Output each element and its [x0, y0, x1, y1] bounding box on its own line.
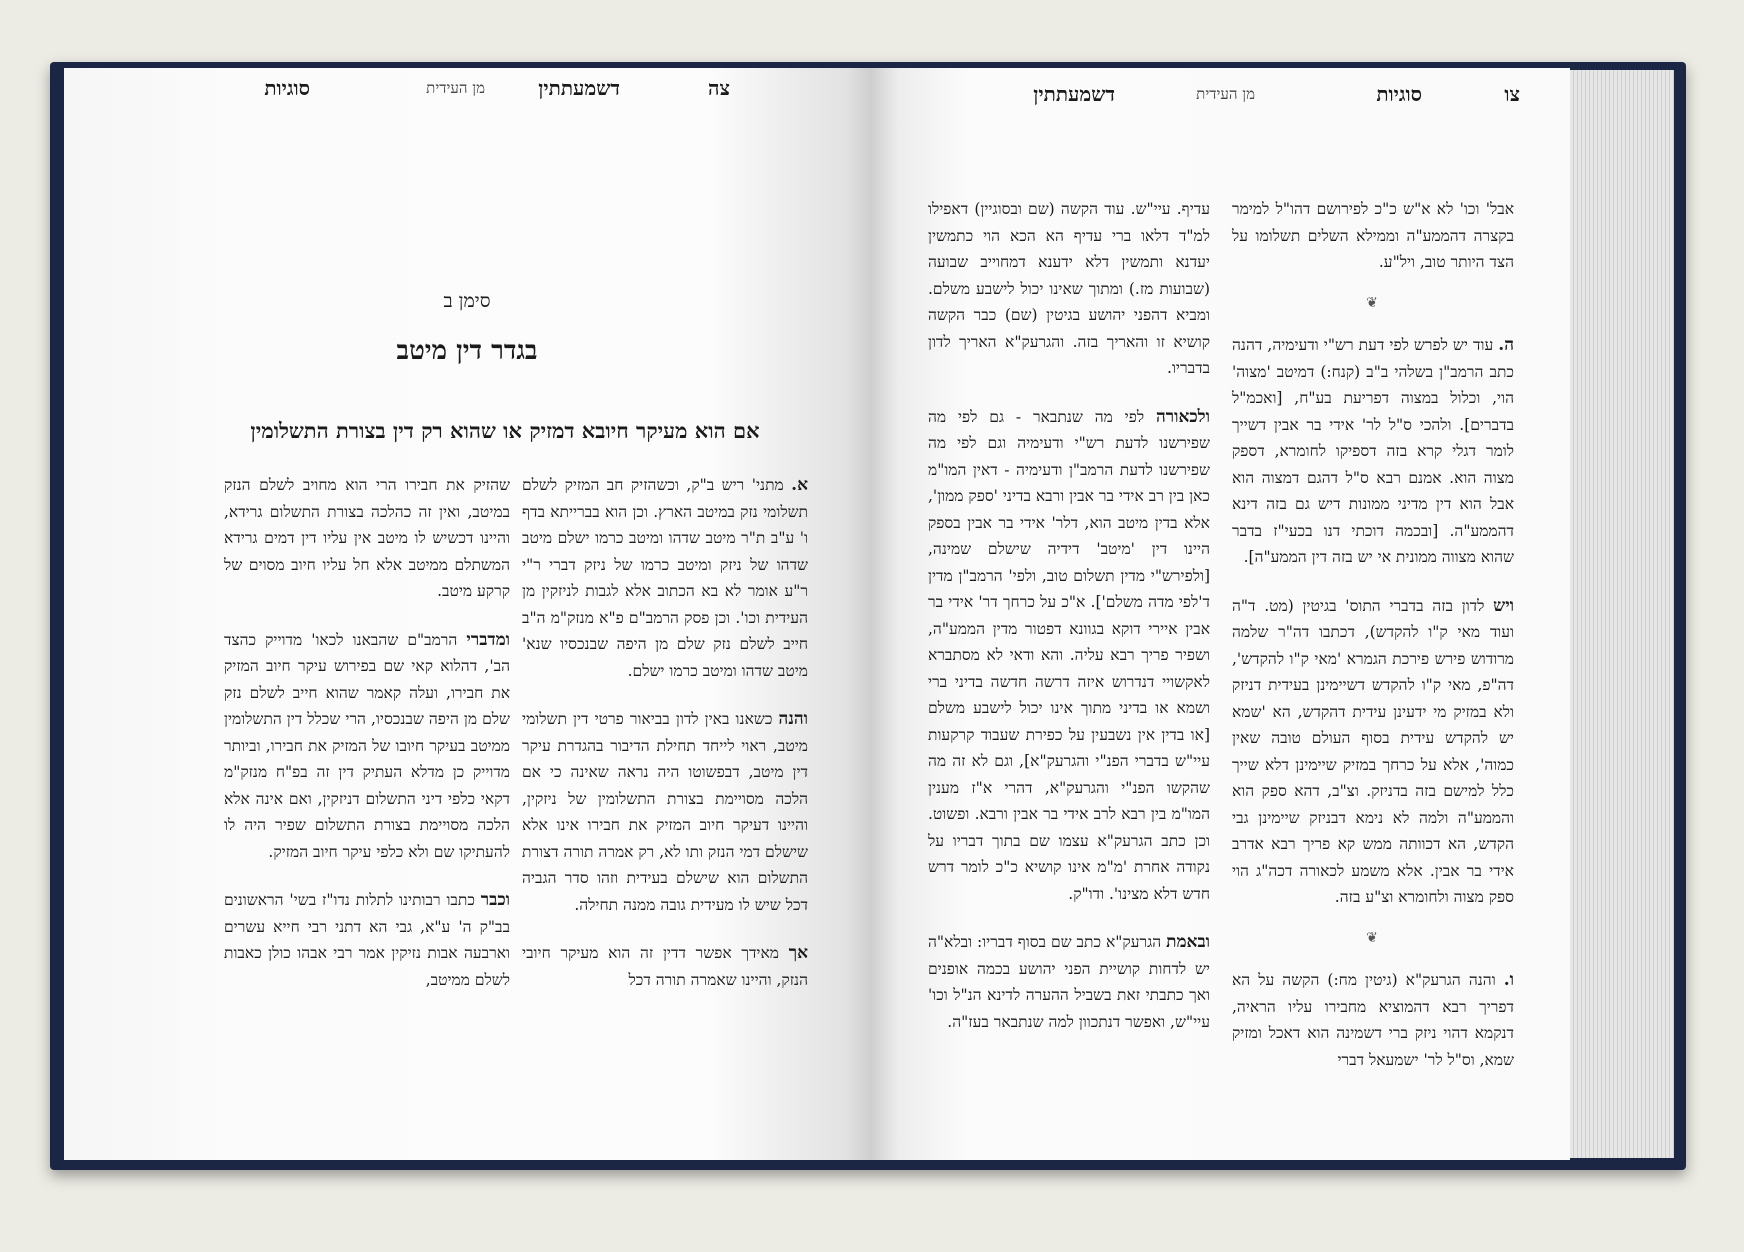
left-page-number: צה — [708, 76, 730, 100]
chapter-title: בגדר דין מיטב — [396, 336, 538, 366]
paragraph-text: הרמב"ם שהבאנו לכאו' מדוייק כהצד הב', דהלוא קאי שם בפירוש עיקר חיוב המזיק את חבירו, ועלה קאמר שהוא חייב לשלם נזק שלם מן היפה שבנכסיו, הרי שכלל דין התשלומין ממיטב בעיקר חיובו של המזיק את חבירו, וביותר מדוייק כן מדלא העתיק דין זה בפ"ח מנזק"מ דקאי כלפי דיני התשלום דניזקין, ואם אינה אלא הלכה מסויימת בצורת התשלום שפיר היה לו להעתיקו שם ולא כלפי עיקר חיוב המזיק. — [224, 630, 510, 861]
paragraph-text: אבל' וכו' לא א"ש כ"כ לפירושם דהו"ל למימר בקצרה דהממע"ה וממילא השלים תשלומו על הצד היותר טוב, ויל"ע. — [1232, 200, 1514, 271]
paragraph-lead: ה. — [1498, 335, 1514, 355]
paragraph-text: לפי מה שנתבאר - גם לפי מה שפירשנו לדעת רש"י ודעימיה וגם לפי מה שפירשנו לדעת הרמב"ן ודעימיה - דאין המו"מ כאן בין רב אידי בר אבין ורבא בדיני 'ספק ממון', אלא בדין מיטב הוא, דלר' אידי בר אבין בספק היינו דין 'מיטב' דידיה שישלם שמינה, [ולפירש"י מדין תשלום טוב, ולפי' הרמב"ן מדין ד'לפי מדה משלם']. א"כ על כרחך דר' אידי בר אבין איירי דוקא בגוונא דפטור מדין הממע"ה, ושפיר פריך רבא עליה. והא ודאי לא מסתברא לאקשויי דנדרוש איזה דרשה חדשה בדיני ברי ושמא או בדיני מתוך אינו יכול לישבע משלם [או בדין אין נשבעין על כפירת שעבוד קרקעות עיי"ש בדברי הפנ"י והגרעק"א], וגם לא זה מה שהקשו הפנ"י והגרעק"א, דהרי א"ז מענין המו"מ בין רבא לרב אידי בר אבין ורבא. ופשוט. וכן כתב הגרעק"א עצמו שם בתוך דבריו על נקודה אחרת 'מ"מ אינו קושיא כ"כ לומר דרש חדש דלא מצינו'. ודו"ק. — [928, 407, 1210, 903]
paragraph — [522, 706, 808, 918]
paragraph-lead: ומדברי — [466, 629, 510, 650]
ornament-divider: ❦ — [1366, 294, 1380, 311]
paragraph-text: מאידך אפשר דדין זה הוא מעיקר חיובי הנזק, והיינו שאמרה תורה דכל — [522, 944, 808, 989]
ornament-divider: ❦ — [1366, 929, 1380, 946]
left-page-header — [200, 76, 730, 106]
left-running-title: דשמעתתין — [538, 76, 620, 100]
paragraph-lead: א. — [791, 475, 808, 495]
page-edges — [1570, 70, 1674, 1158]
paragraph-lead: וכבר — [480, 890, 510, 910]
paragraph — [928, 929, 1210, 1035]
paragraph-text: הגרעק"א כתב שם בסוף דבריו: ובלא"ה יש לדחות קושיית הפני יהושע בכמה אופנים ואך כתבתי זאת בשביל ההערה לדינא הנ"ל וכו' עיי"ש, ואפשר דנתכוון למה שנתבאר בעז"ה. — [928, 933, 1210, 1031]
paragraph-lead: אך — [788, 943, 808, 963]
right-page-number: צו — [1504, 82, 1520, 106]
paragraph — [522, 472, 808, 684]
paragraph-lead: והנה — [778, 709, 808, 729]
left-page-column-left — [224, 472, 510, 1015]
paragraph-lead: ובאמת — [1166, 932, 1210, 952]
paragraph — [1232, 332, 1514, 571]
paragraph-text: שהזיק את חבירו הרי הוא מחויב לשלם הנזק במיטב, ואין זה כהלכה בצורת התשלום גרידא, והיינו דכשיש לו מיטב אין עליו דין דמים גרידא המשתלם ממיטב אלא חל עליו חיוב מסוים של קרקע מיטב. — [224, 476, 510, 600]
paragraph-text: כשאנו באין לדון בביאור פרטי דין תשלומי מיטב, ראוי לייחד תחילת הדיבור בהגדרת עיקר דין מיטב, דבפשוטו היה נראה שאינה כי אם הלכה מסויימת בצורת התשלומין של ניזקין, והיינו דעיקר חיוב המזיק את חבירו אינו אלא שישלם דמי הנזק ותו לא, רק אמרה תורה דצורת התשלום הוא שישלם בעידית וזהו סדר הגביה דכל שיש לו מעידית גובה ממנה תחילה. — [522, 710, 808, 914]
paragraph-text: מתני' ריש ב"ק, וכשהזיק חב המזיק לשלם תשלומי נזק במיטב הארץ. וכן הוא בברייתא בדף ו' ע"ב ת"ר מיטב שדהו ומיטב כרמו ישלם מיטב שדהו של ניזק ומיטב כרמו של ניזק דברי ר"י ר"ע אומר לא בא הכתוב אלא לגבות לניזקין מן העידית וכו'. וכן פסק הרמב"ם פ"א מנזק"מ ה"ב חייב לשלם נזק שלם מן היפה שבנכסיו שנא' מיטב שדהו ומיטב כרמו ישלם. — [522, 476, 808, 680]
paragraph — [1232, 196, 1514, 276]
right-page-column-right — [1232, 196, 1514, 1095]
right-book-name: סוגיות — [1376, 82, 1422, 106]
paragraph-text: כתבו רבותינו לתלות נדו"ז בשי' הראשונים בב"ק ה' ע"א, גבי הא דתני רבי חייא עשרים וארבעה אבות נזיקין אמר רבי אבהו כולן כאבות לשלם ממיטב, — [224, 891, 510, 989]
left-book-name: סוגיות — [264, 76, 310, 100]
paragraph — [1232, 967, 1514, 1073]
paragraph-text: עוד יש לפרש לפי דעת רש"י ודעימיה, דהנה כתב הרמב"ן בשלהי ב"ב (קנח:) דמיטב 'מצוה' הוי, וכלול במצוה דפריעת בע"ח, [ואכמ"ל בדברים]. ולהכי ס"ל לר' אידי בר אבין דשייך לומר דגלי קרא בזה דספיקו לחומרא, דספק מצוה הוא. אמנם רבא ס"ל דהגם דמצוה הוא אבל הוא דין מדיני ממונות דיש גם בזה דינא דהממע"ה. [ובכמה דוכתי דנו בכעי"ז בדבר שהוא מצווה ממונית אי יש בזה דין הממע"ה]. — [1232, 336, 1514, 566]
paragraph-text: והנה הגרעק"א (גיטין מח:) הקשה על הא דפריך רבא דהמוציא מחבירו עליו הראיה, דנקמא דהוי ניזק ברי דשמינה הוא דאכל ומזיק שמא, וס"ל לר' ישמעאל דברי — [1232, 971, 1514, 1069]
left-page-column-right — [522, 472, 808, 1015]
paragraph — [224, 627, 510, 866]
right-page-header — [1020, 76, 1520, 106]
paragraph-text: לדון בזה בדברי התוס' בגיטין (מט. ד"ה ועוד מאי ק"ו להקדש), דכתבו דה"ר שלמה מרודוש פירש פירכת הגמרא 'מאי ק"ו להקדש', דה"פ, מאי ק"ו להקדש דשיימינן בעידית דניזק ולא במזיק מי ידעינן עידית דהקדש, הא 'שמא יש להקדש עידית בסוף העולם טובה שאין כמוה', אלא על כרחך במזיק שיימינן דלא שייך כלל למישם בזה בדניזק. וצ"ב, דהא ספק הוא והממע"ה ולמה לא נימא דבניזק שיימינן גבי הקדש, הא דכוותה ממש קא פריך רבא אדרב אידי בר אבין. אלא משמע לכאורה דכה"ג הוי ספק מצוה ולחומרא וצ"ע בזה. — [1232, 596, 1514, 906]
right-running-title: דשמעתתין — [1033, 82, 1115, 106]
paragraph — [224, 887, 510, 993]
paragraph-text: עדיף. עיי"ש. עוד הקשה (שם ובסוגיין) דאפילו למ"ד דלאו ברי עדיף הא הכא הוי כתמשין יעדנא ותמשין דלא ידענא דמחוייב שבועה (שבועות מז.) ומתוך שאינו יכול לישבע משלם. ומביא דהפני יהושע בגיטין (שם) כבר הקשה קושיא זו והאריך בזה. והגרעק"א האריך לדון בדבריו. — [928, 200, 1210, 377]
siman-number: סימן ב — [443, 290, 491, 312]
paragraph-lead: ויש — [1493, 595, 1514, 616]
paragraph-lead: ו. — [1503, 970, 1514, 990]
paragraph — [1232, 593, 1514, 911]
chapter-subtitle: אם הוא מעיקר חיובא דמזיק או שהוא רק דין בצורת התשלומין — [250, 418, 760, 443]
paragraph — [224, 472, 510, 605]
paragraph — [928, 196, 1210, 382]
right-page-column-left — [928, 196, 1210, 1057]
right-section-name: מן העידית — [1196, 85, 1255, 103]
left-section-name: מן העידית — [426, 79, 485, 97]
paragraph — [928, 404, 1210, 908]
paragraph — [522, 940, 808, 993]
paragraph-lead: ולכאורה — [1155, 406, 1210, 427]
